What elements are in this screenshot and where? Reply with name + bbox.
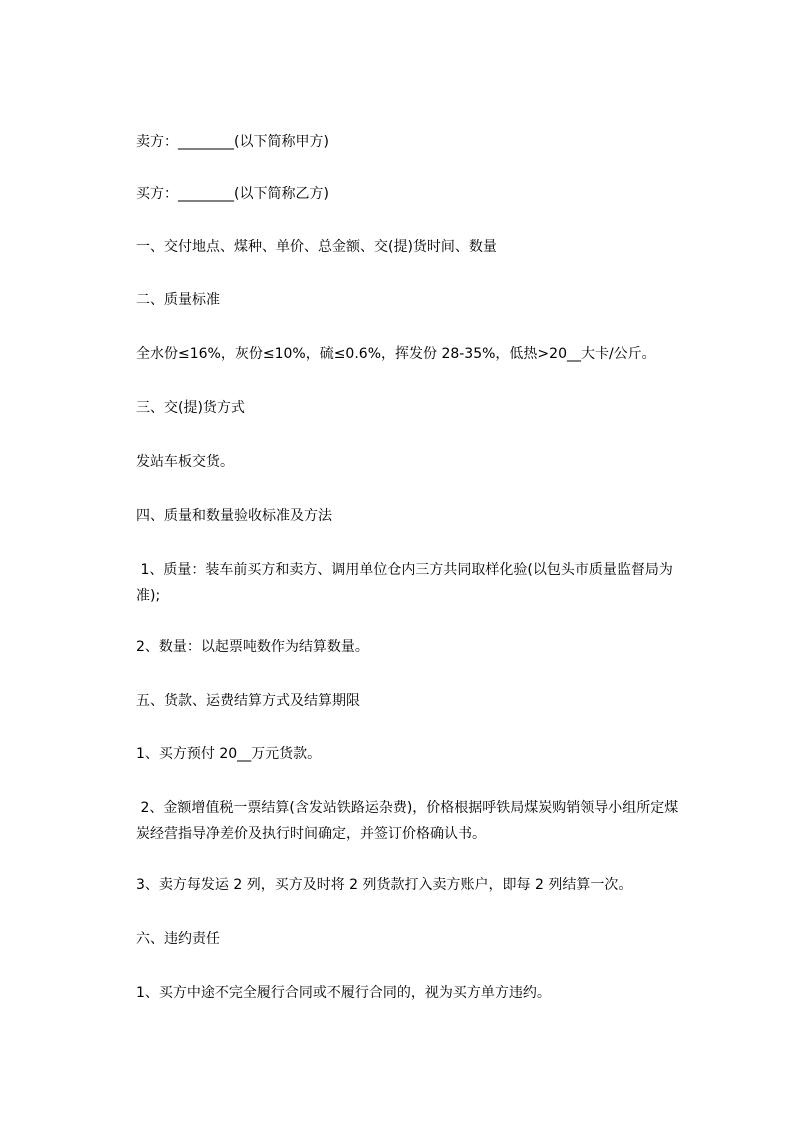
quality-spec-text: 全水份≤16%，灰份≤10%，硫≤0.6%，挥发份 28-35%，低热>20__大卡/公斤。 bbox=[136, 346, 656, 362]
section-heading-liability: 六、违约责任 bbox=[136, 931, 220, 947]
section-heading-payment: 五、货款、运费结算方式及结算期限 bbox=[136, 693, 360, 709]
payment-item-tax: 2、金额增值税一票结算(含发站铁路运杂费)，价格根据呼铁局煤炭购销领导小组所定煤炭经营指导净差价及执行时间确定，并签订价格确认书。 bbox=[136, 800, 679, 842]
acceptance-item-quality: 1、质量：装车前买方和卖方、调用单位仓内三方共同取样化验(以包头市质量监督局为准); bbox=[136, 562, 673, 604]
section-heading-delivery-method: 三、交(提)货方式 bbox=[136, 400, 245, 416]
section-heading-acceptance: 四、质量和数量验收标准及方法 bbox=[136, 508, 332, 524]
payment-item-schedule: 3、卖方每发运 2 列，买方及时将 2 列货款打入卖方账户，即每 2 列结算一次。 bbox=[136, 877, 633, 893]
acceptance-item-quantity: 2、数量：以起票吨数作为结算数量。 bbox=[136, 639, 369, 655]
payment-item-prepay: 1、买方预付 20__万元货款。 bbox=[136, 746, 322, 762]
liability-item-buyer: 1、买方中途不完全履行合同或不履行合同的，视为买方单方违约。 bbox=[136, 985, 551, 1001]
section-heading-delivery: 一、交付地点、煤种、单价、总金额、交(提)货时间、数量 bbox=[136, 239, 497, 255]
delivery-method-text: 发站车板交货。 bbox=[136, 454, 234, 470]
section-heading-quality: 二、质量标准 bbox=[136, 292, 220, 308]
seller-line: 卖方：________(以下简称甲方) bbox=[136, 134, 329, 150]
buyer-line: 买方：________(以下简称乙方) bbox=[136, 186, 329, 202]
